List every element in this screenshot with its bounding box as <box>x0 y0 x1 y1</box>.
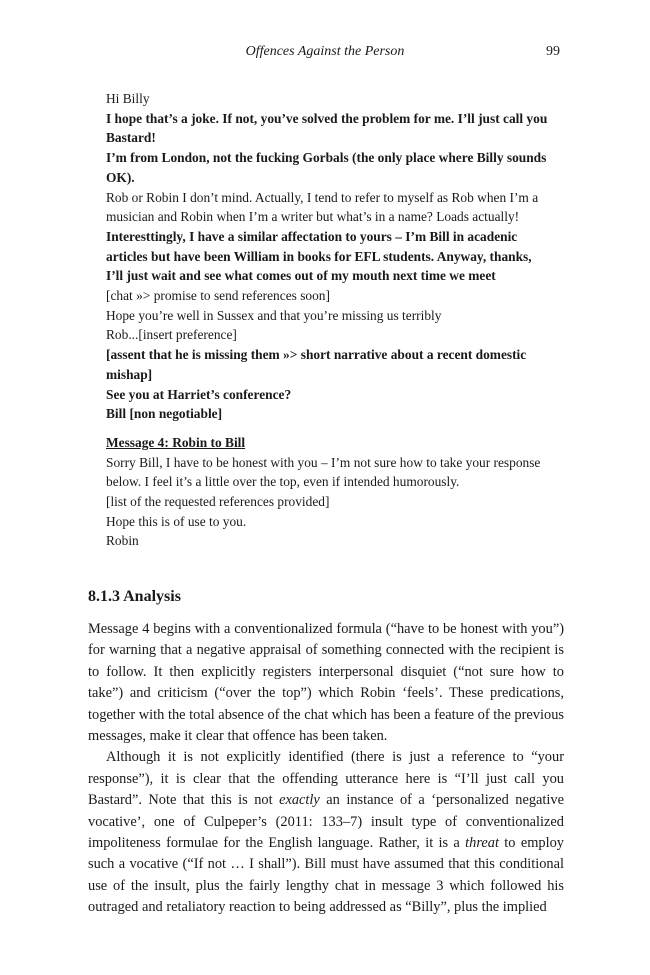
emphasis: exactly <box>279 792 320 809</box>
email-line: [assent that he is missing them »> short narrative about a recent domestic mishap] <box>106 347 527 382</box>
analysis-body <box>88 619 564 919</box>
email-line: [chat »> promise to send references soon] <box>106 288 330 304</box>
email-line: Rob or Robin I don’t mind. Actually, I tend to refer to myself as Rob when I’m a musician and Robin when I’m a writer but what’s in a name? Loads actually! <box>106 189 539 225</box>
text-run: an instance of a ‘personalized negative vocative’, one of Culpeper’s (2011: 133–7) insult type of conventionalized impoliteness formulae for the English language. Rather, it is a <box>88 792 564 852</box>
email-line: Sorry Bill, I have to be honest with you – I’m not sure how to take your response below. I feel it’s a little over the top, even if intended humorously. <box>106 454 541 490</box>
email-line: I’m from London, not the fucking Gorbals (the only place where Billy sounds OK). <box>106 150 547 185</box>
text-run: Although it is not explicitly identified (there is just a reference to “your response”), it is clear that the offending utterance here is “I’ll just call you Bastard”. Note that this is not <box>88 749 564 809</box>
email-line: I hope that’s a joke. If not, you’ve solved the problem for me. I’ll just call you Bastard! <box>106 110 548 146</box>
page-header <box>0 44 650 66</box>
email-line: Interesttingly, I have a similar affectation to yours – I’m Bill in acadenic articles but have been William in books for EFL students. Anyway, thanks, I’ll just wait and see what comes out of my mouth next time we meet <box>106 228 532 284</box>
email-line: Hope you’re well in Sussex and that you’re missing us terribly <box>106 307 442 323</box>
email-line: Bill [non negotiable] <box>106 406 223 422</box>
message-heading: Message 4: Robin to Bill <box>106 434 246 450</box>
running-title: Offences Against the Person <box>245 44 405 59</box>
page-number: 99 <box>546 44 560 59</box>
email-excerpt <box>106 89 552 551</box>
email-line: Robin <box>106 533 139 549</box>
paragraph <box>88 747 564 918</box>
email-line: Rob...[insert preference] <box>106 327 237 343</box>
section-heading: 8.1.3 Analysis <box>88 588 181 605</box>
spacer <box>106 424 552 433</box>
emphasis: threat <box>465 835 499 852</box>
paragraph: Message 4 begins with a conventionalized formula (“have to be honest with you”) for warning that a negative appraisal of something connected with the recipient is to follow. It then explicitly registers interpersonal disquiet (“not sure how to take”) and criticism (“over the top”) which Robin ‘feels’. These predications, together with the total absence of the chat which has been a feature of the previous messages, make it clear that offence has been taken. <box>88 621 564 745</box>
email-line: Hope this is of use to you. <box>106 513 247 529</box>
email-line: [list of the requested references provided] <box>106 494 330 510</box>
email-line: Hi Billy <box>106 91 150 106</box>
email-line: See you at Harriet’s conference? <box>106 386 292 402</box>
text-run: to employ such a vocative (“If not … I shall”). Bill must have assumed that this conditional use of the insult, plus the fairly lengthy chat in message 3 which followed his outraged and retaliatory reaction to being addressed as “Billy”, plus the implied <box>88 835 564 916</box>
